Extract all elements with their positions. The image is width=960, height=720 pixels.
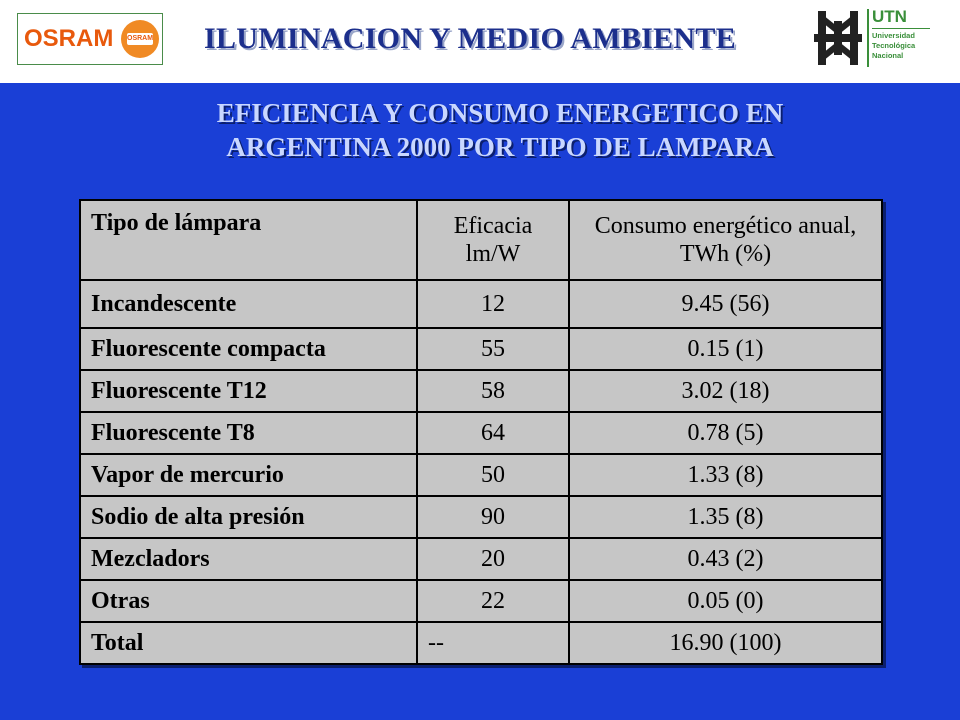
cell-consumption: 1.35 (8) bbox=[569, 496, 882, 538]
table-row bbox=[80, 496, 882, 538]
table-row-total bbox=[80, 622, 882, 664]
column-header-consumption: Consumo energético anual, TWh (%) bbox=[569, 200, 882, 280]
cell-efficacy: 22 bbox=[417, 580, 569, 622]
table-row bbox=[80, 454, 882, 496]
table-row bbox=[80, 412, 882, 454]
cell-consumption: 0.78 (5) bbox=[569, 412, 882, 454]
table-row bbox=[80, 538, 882, 580]
cell-efficacy: 12 bbox=[417, 280, 569, 328]
cell-consumption: 9.45 (56) bbox=[569, 280, 882, 328]
utn-underline bbox=[872, 28, 930, 29]
utn-logo bbox=[809, 5, 933, 71]
cell-lamp-type: Incandescente bbox=[80, 280, 417, 328]
column-header-type: Tipo de lámpara bbox=[80, 200, 417, 280]
cell-efficacy: 55 bbox=[417, 328, 569, 370]
cell-efficacy: 58 bbox=[417, 370, 569, 412]
osram-logo-wordmark: OSRAM bbox=[24, 25, 114, 52]
osram-bulb-text: OSRAM bbox=[127, 35, 154, 42]
cell-efficacy: 20 bbox=[417, 538, 569, 580]
table-row bbox=[80, 580, 882, 622]
cell-consumption: 3.02 (18) bbox=[569, 370, 882, 412]
page-title: ILUMINACION Y MEDIO AMBIENTE bbox=[203, 22, 737, 55]
subtitle-line-1: EFICIENCIA Y CONSUMO ENERGETICO EN bbox=[216, 98, 784, 128]
osram-logo bbox=[17, 13, 163, 65]
slide-subtitle bbox=[120, 96, 880, 164]
cell-lamp-type: Fluorescente T12 bbox=[80, 370, 417, 412]
cell-efficacy: 64 bbox=[417, 412, 569, 454]
cell-lamp-type: Sodio de alta presión bbox=[80, 496, 417, 538]
cell-consumption: 1.33 (8) bbox=[569, 454, 882, 496]
cell-efficacy: 50 bbox=[417, 454, 569, 496]
cell-consumption: 0.43 (2) bbox=[569, 538, 882, 580]
column-header-efficacy: Eficacia lm/W bbox=[417, 200, 569, 280]
table-row bbox=[80, 280, 882, 328]
cell-lamp-type: Mezcladors bbox=[80, 538, 417, 580]
table-header-row bbox=[80, 200, 882, 280]
utn-logo-subtitle: Universidad Tecnológica Nacional bbox=[872, 31, 916, 60]
cell-lamp-type: Fluorescente compacta bbox=[80, 328, 417, 370]
utn-separator bbox=[867, 9, 869, 67]
utn-emblem-icon bbox=[812, 7, 864, 69]
cell-consumption: 16.90 (100) bbox=[569, 622, 882, 664]
cell-efficacy: 90 bbox=[417, 496, 569, 538]
table-row bbox=[80, 370, 882, 412]
osram-bulb-label-box bbox=[127, 33, 153, 45]
cell-lamp-type: Fluorescente T8 bbox=[80, 412, 417, 454]
subtitle-line-2: ARGENTINA 2000 POR TIPO DE LAMPARA bbox=[226, 132, 774, 162]
cell-lamp-type: Total bbox=[80, 622, 417, 664]
cell-lamp-type: Vapor de mercurio bbox=[80, 454, 417, 496]
cell-lamp-type: Otras bbox=[80, 580, 417, 622]
cell-consumption: 0.05 (0) bbox=[569, 580, 882, 622]
header-bar bbox=[0, 0, 960, 83]
table-row bbox=[80, 328, 882, 370]
cell-efficacy: -- bbox=[417, 622, 569, 664]
cell-consumption: 0.15 (1) bbox=[569, 328, 882, 370]
osram-bulb-icon bbox=[121, 20, 159, 58]
utn-logo-name: UTN bbox=[872, 7, 907, 26]
lamp-efficiency-table bbox=[79, 199, 883, 665]
